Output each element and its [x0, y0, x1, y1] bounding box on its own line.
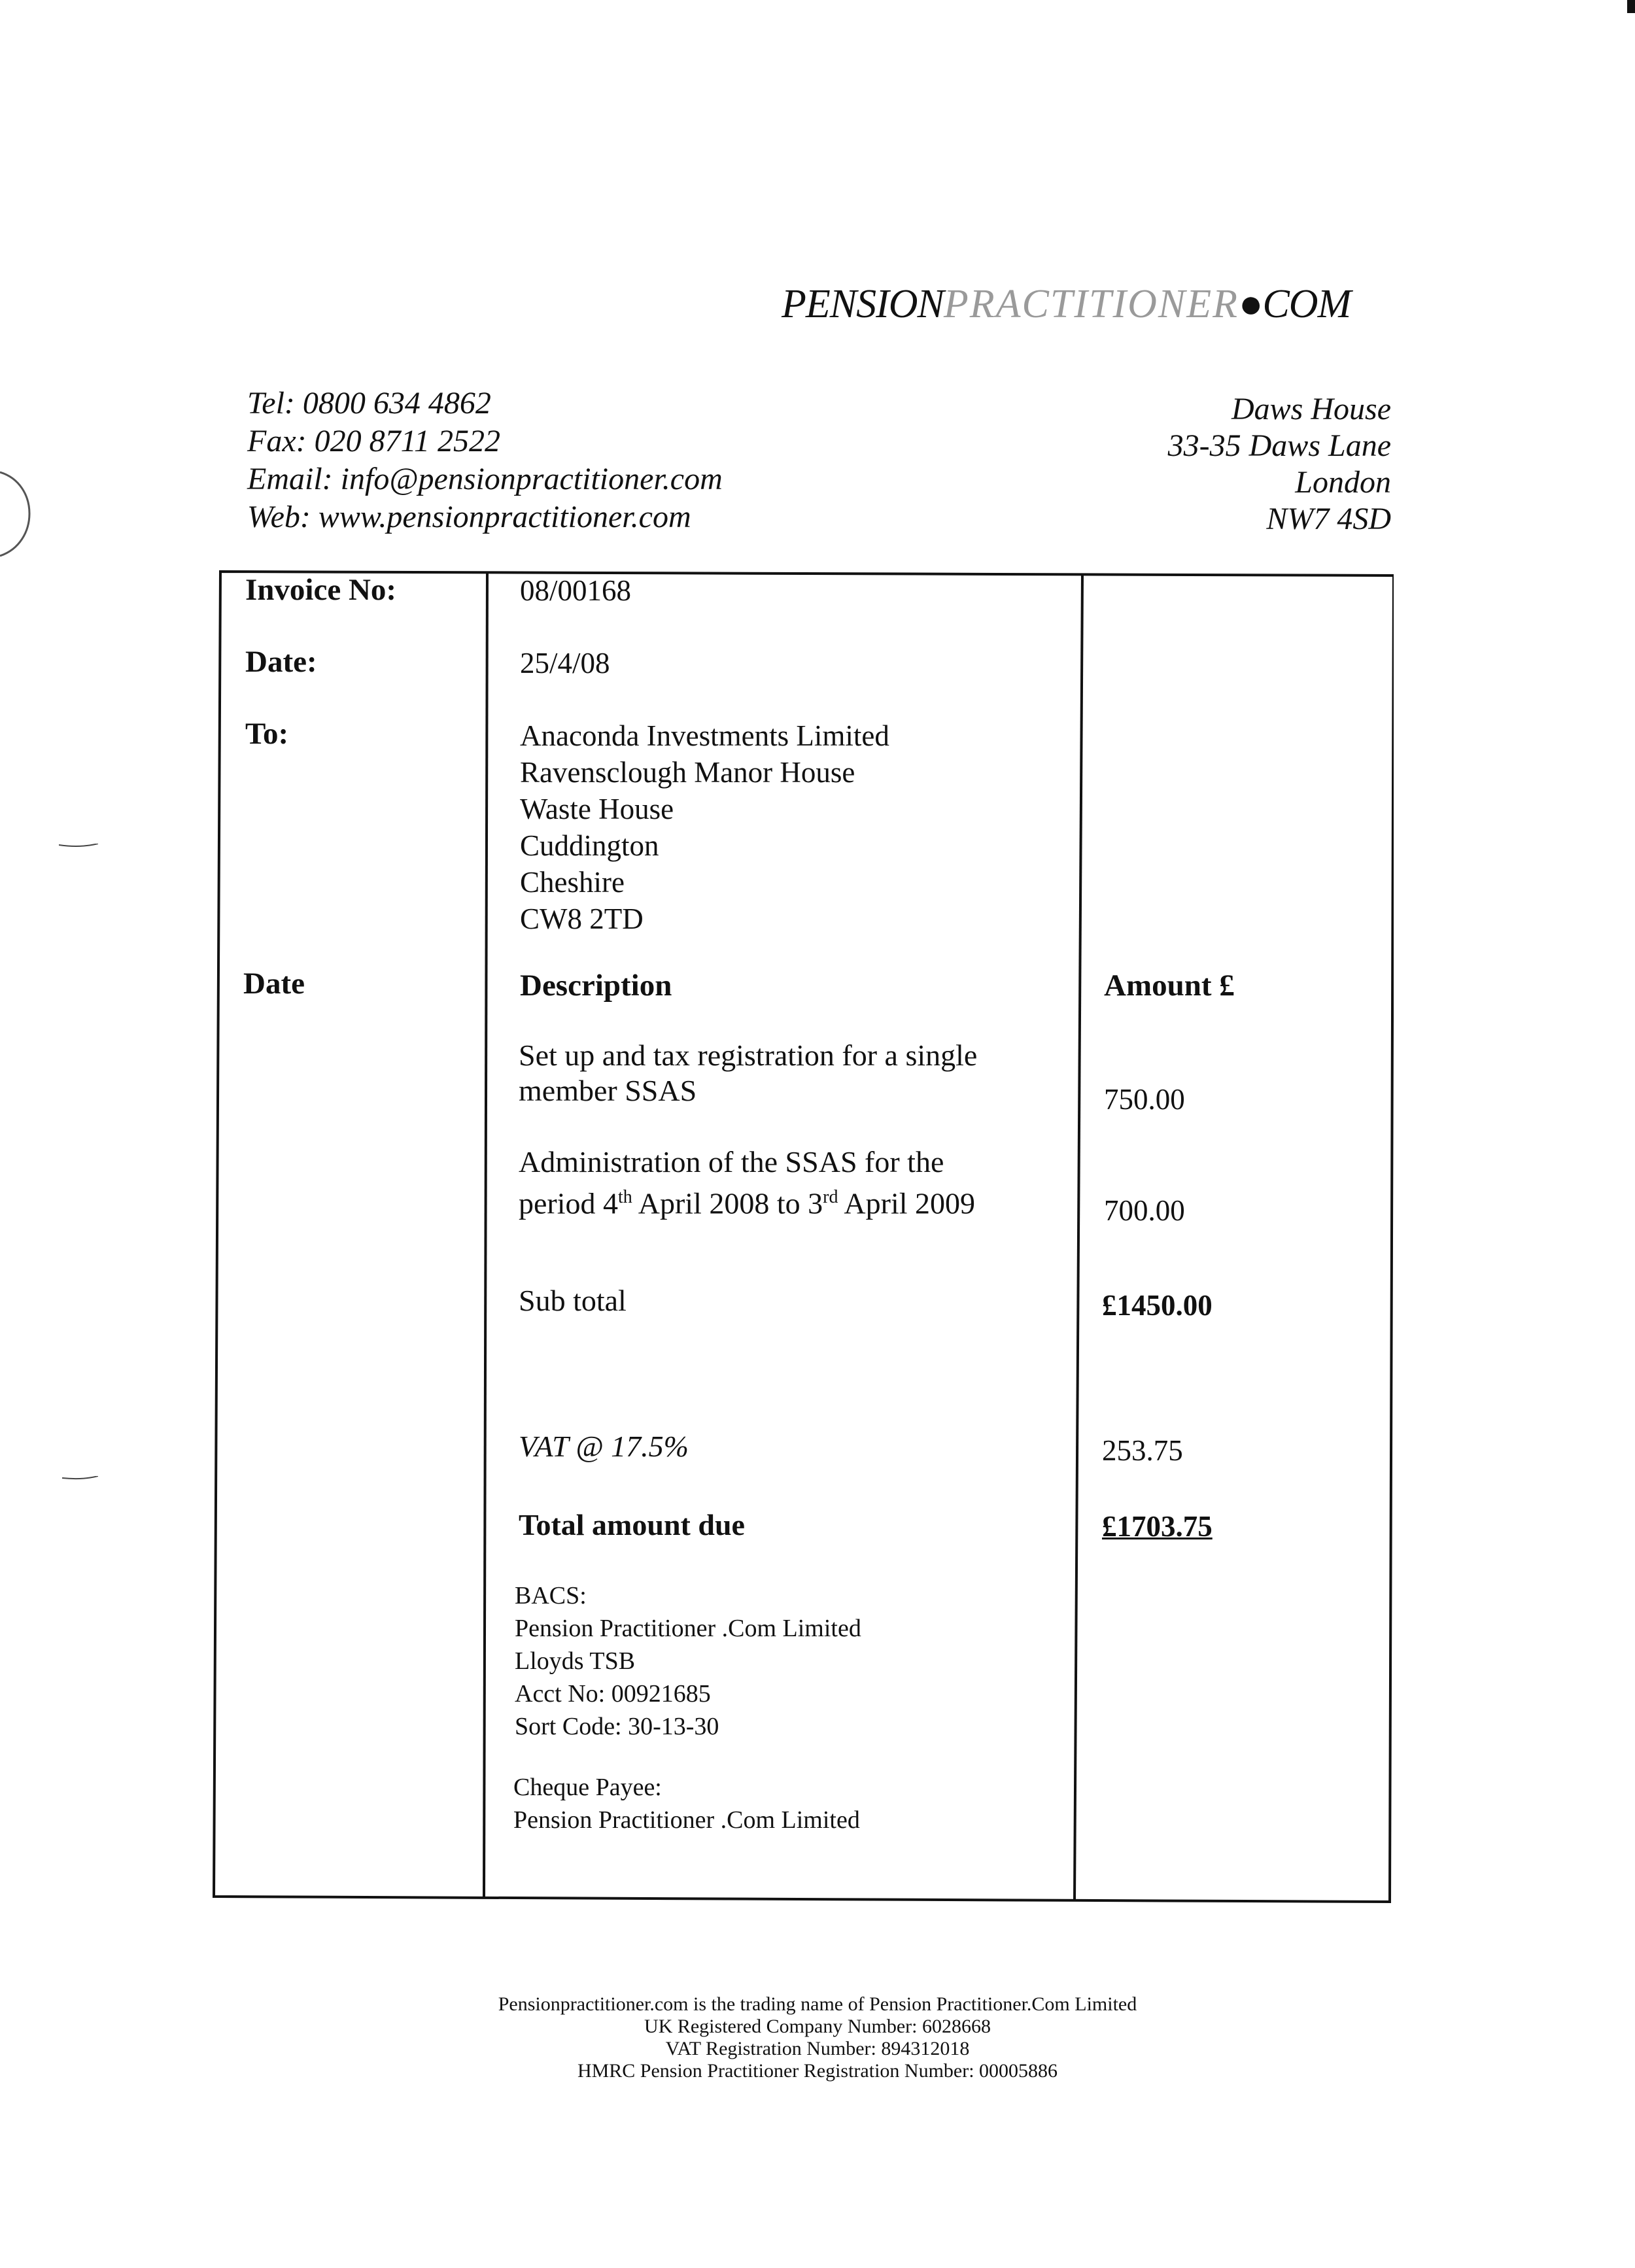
amount-column-header: Amount £: [1104, 969, 1235, 1003]
line-item-2-text: Administration of the SSAS for the: [519, 1145, 944, 1178]
scan-artifact: [62, 1471, 98, 1475]
footer-legal: [0, 1993, 1635, 2082]
recipient-line: Ravensclough Manor House: [520, 756, 855, 789]
line-item-2-amount: 700.00: [1104, 1194, 1185, 1227]
address-line: 33-35 Daws Lane: [1167, 428, 1391, 463]
recipient-line: Anaconda Investments Limited: [520, 719, 889, 752]
logo-part-practitioner: PRACTITIONER: [943, 282, 1239, 326]
line-item-2-description: [519, 1144, 975, 1221]
contact-details: [247, 385, 723, 536]
cheque-details: [513, 1771, 860, 1836]
subtotal-label: Sub total: [519, 1284, 627, 1317]
bacs-line: Sort Code: 30-13-30: [515, 1713, 719, 1740]
invoice-number: 08/00168: [520, 574, 632, 607]
scan-artifact: [1627, 0, 1635, 13]
address-line: London: [1295, 465, 1391, 500]
recipient-line: Cheshire: [520, 866, 625, 899]
footer-line: VAT Registration Number: 894312018: [665, 2038, 970, 2059]
recipient-line: Waste House: [520, 793, 674, 825]
ordinal-suffix: th: [618, 1187, 632, 1207]
logo-dot: ●: [1238, 282, 1263, 326]
subtotal-amount: £1450.00: [1102, 1289, 1213, 1322]
bacs-line: Acct No: 00921685: [515, 1680, 711, 1708]
bacs-line: BACS:: [515, 1582, 587, 1609]
invoice-date: 25/4/08: [520, 647, 610, 679]
company-logo: [782, 281, 1351, 328]
bacs-line: Pension Practitioner .Com Limited: [515, 1615, 861, 1642]
recipient-line: CW8 2TD: [520, 902, 644, 935]
line-item-1-amount: 750.00: [1104, 1083, 1185, 1116]
cheque-line: Pension Practitioner .Com Limited: [513, 1806, 860, 1834]
email-line[interactable]: Email: info@pensionpractitioner.com: [247, 462, 723, 496]
to-label: To:: [245, 717, 289, 751]
period-end-text: April 2008 to 3: [632, 1186, 823, 1220]
period-start-text: period 4: [519, 1186, 619, 1220]
total-label: Total amount due: [519, 1508, 745, 1541]
date-column-header: Date: [243, 967, 305, 1001]
footer-line: Pensionpractitioner.com is the trading name of Pension Practitioner.Com Limited: [498, 1993, 1137, 2015]
invoice-no-label: Invoice No:: [245, 573, 397, 607]
footer-line: UK Registered Company Number: 6028668: [644, 2016, 991, 2037]
logo-part-com: COM: [1262, 282, 1351, 326]
bacs-line: Lloyds TSB: [515, 1647, 636, 1675]
recipient-line: Cuddington: [520, 829, 659, 862]
address-line: NW7 4SD: [1266, 502, 1391, 536]
line-item-1-text: Set up and tax registration for a single: [519, 1039, 978, 1072]
period-end-year: April 2009: [838, 1186, 976, 1220]
scan-artifact: [59, 839, 98, 843]
address-line: Daws House: [1231, 392, 1391, 426]
line-item-2-period: [519, 1180, 975, 1221]
line-item-1-description: [519, 1038, 977, 1108]
description-column-header: Description: [520, 969, 672, 1003]
date-label: Date:: [245, 645, 317, 679]
line-item-1-text: member SSAS: [519, 1074, 697, 1107]
bacs-details: [515, 1579, 861, 1743]
company-address: [999, 391, 1391, 538]
recipient-address: [520, 717, 889, 937]
vat-amount: 253.75: [1102, 1434, 1183, 1467]
fax-line: Fax: 020 8711 2522: [247, 424, 501, 458]
footer-line: HMRC Pension Practitioner Registration Number: 00005886: [577, 2060, 1058, 2082]
logo-part-pension: PENSION: [782, 282, 944, 326]
total-amount: £1703.75: [1102, 1510, 1213, 1543]
vat-label: VAT @ 17.5%: [519, 1430, 689, 1463]
web-line[interactable]: Web: www.pensionpractitioner.com: [247, 500, 691, 534]
tel-line: Tel: 0800 634 4862: [247, 386, 491, 421]
scan-artifact: [0, 464, 39, 562]
cheque-line: Cheque Payee:: [513, 1774, 662, 1801]
ordinal-suffix: rd: [823, 1187, 838, 1207]
